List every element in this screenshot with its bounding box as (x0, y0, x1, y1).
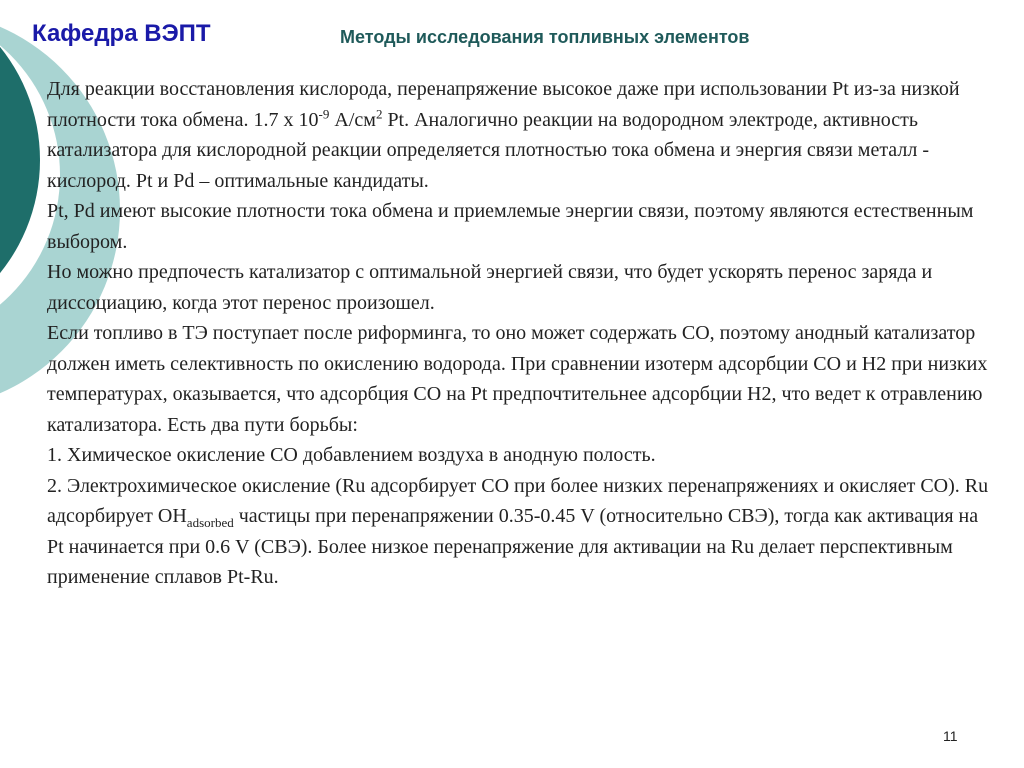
paragraph-chemical-oxidation: 1. Химическое окисление CO добавлением воздуха в анодную полость. (47, 444, 656, 466)
slide-title: Методы исследования топливных элементов (340, 27, 750, 47)
paragraph-pt-pd: Pt, Pd имеют высокие плотности тока обмена и приемлемые энергии связи, поэтому являются естественным выбором. (47, 200, 974, 253)
paragraph-oxygen-reduction: Для реакции восстановления кислорода, перенапряжение высокое даже при использовании Pt из-за низкой плотности тока обмена. 1.7 х $10^{-9}$ $А/см^2$ Pt. Аналогично реакции на водородном электроде, активность катализатора для кислородной реакции определяется плотностью тока обмена и энергия связи металл - кислород. Pt и Pd – оптимальные кандидаты. (47, 78, 960, 192)
paragraph-electrochemical-oxidation: 2. Электрохимическое окисление (Ru адсорбирует CO при более низких перенапряжениях и окисляет CO). Ru адсорбирует $OH_{adsorbed}$ частицы при перенапряжении 0.35-0.45 V (относительно СВЭ), тогда как активация на Pt начинается при 0.6 V (СВЭ). Более низкое перенапряжение для активации на Ru делает перспективным применение сплавов Pt-Ru. (47, 474, 989, 588)
department-name: Кафедра ВЭПТ (32, 20, 211, 47)
slide-body (47, 74, 997, 593)
page-number: 11 (943, 728, 958, 744)
paragraph-co-poisoning: Если топливо в ТЭ поступает после риформинга, то оно может содержать CO, поэтому анодный катализатор должен иметь селективность по окислению водорода. При сравнении изотерм адсорбции CO и H2 при низких температурах, оказывается, что адсорбция CO на Pt предпочтительнее адсорбции H2, что ведет к отравлению катализатора. Есть два пути борьбы: (47, 322, 988, 436)
paragraph-optimal-binding: Но можно предпочесть катализатор с оптимальной энергией связи, что будет ускорять перенос заряда и диссоциацию, когда этот перенос произошел. (47, 261, 933, 314)
